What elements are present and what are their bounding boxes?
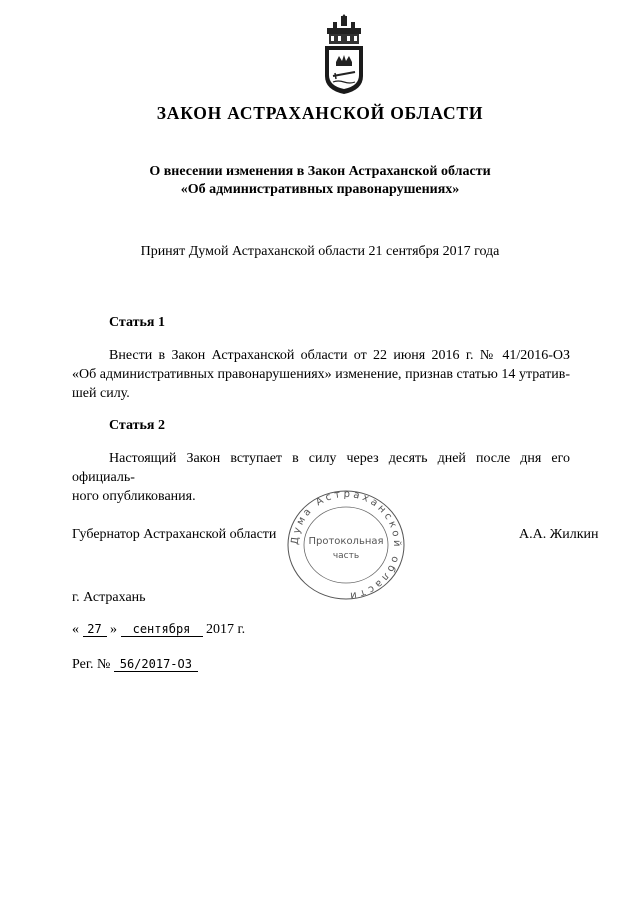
stamp-inner-line-2: часть: [332, 551, 360, 561]
coat-of-arms-emblem: [319, 14, 369, 96]
subtitle-line-1: О внесении изменения в Закон Астраханской области: [149, 164, 491, 179]
article-1-line-1: Внести в Закон Астраханской области от 22 июня 2016 г. № 41/2016-ОЗ: [109, 348, 570, 363]
article-1-heading: Статья 1: [109, 315, 165, 330]
registration-number: [72, 657, 198, 673]
subtitle-line-2: «Об административных правонарушениях»: [180, 182, 460, 197]
reg-number-value: 56/2017-ОЗ: [114, 657, 198, 672]
article-2-heading: Статья 2: [109, 418, 165, 433]
official-stamp: [284, 488, 408, 602]
date-month: сентября: [121, 622, 203, 637]
article-2-line-1: Настоящий Закон вступает в силу через десять дней после дня его официаль-: [72, 451, 570, 485]
document-subtitle: [0, 163, 640, 199]
date-open-quote: «: [72, 622, 79, 637]
article-2-line-2: ного опубликования.: [72, 489, 196, 504]
reg-label: Рег. №: [72, 657, 111, 672]
date-day: 27: [83, 622, 107, 637]
city-label: г. Астрахань: [72, 590, 146, 605]
adoption-note: Принят Думой Астраханской области 21 сентября 2017 года: [140, 244, 500, 259]
document-title: ЗАКОН АСТРАХАНСКОЙ ОБЛАСТИ: [156, 103, 484, 123]
article-1-line-3: шей силу.: [72, 386, 130, 401]
date-close-quote: »: [110, 622, 117, 637]
stamp-inner-line-1: Протокольная: [308, 536, 384, 547]
signatory-position: Губернатор Астраханской области: [72, 527, 277, 542]
stamp-ring-text: Дума Астраханской области: [289, 488, 403, 602]
article-1-line-2: «Об административных правонарушениях» изменение, признав статью 14 утратив-: [72, 367, 570, 382]
signing-date: [72, 622, 245, 638]
article-1-text: [72, 346, 570, 403]
date-year: 2017 г.: [206, 622, 246, 637]
signatory-name: А.А. Жилкин: [519, 527, 599, 542]
